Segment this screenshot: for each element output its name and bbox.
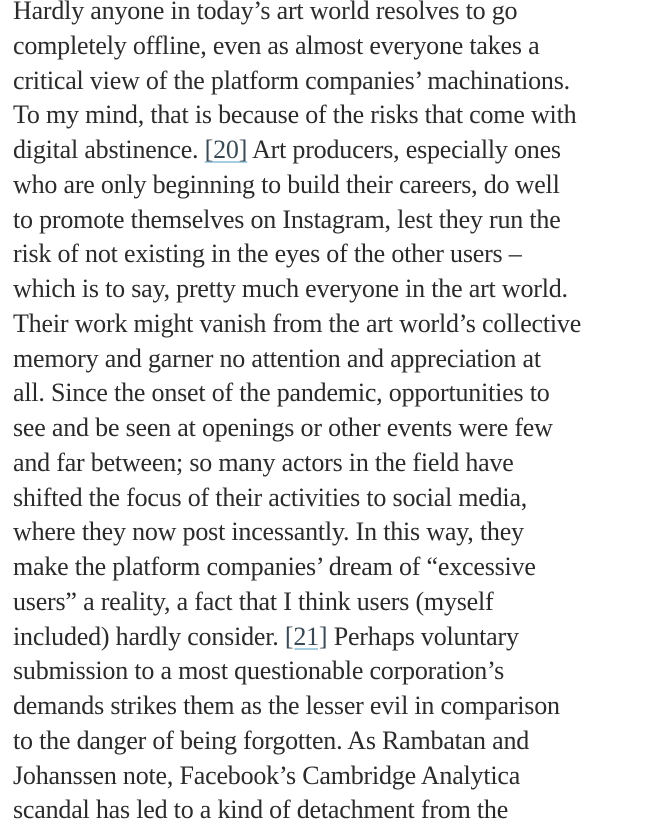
text-line bbox=[13, 759, 662, 794]
text-line bbox=[13, 550, 662, 585]
text-segment: Hardly anyone in today’s art world resolves to go bbox=[13, 0, 518, 25]
text-line bbox=[13, 168, 662, 203]
body-text-paragraph bbox=[13, 0, 662, 828]
text-line bbox=[13, 689, 662, 724]
text-segment: completely offline, even as almost everyone takes a bbox=[13, 30, 540, 60]
text-line bbox=[13, 307, 662, 342]
text-line bbox=[13, 654, 662, 689]
text-segment: to promote themselves on Instagram, lest they run the bbox=[13, 204, 561, 234]
text-segment: digital abstinence. bbox=[13, 135, 205, 164]
text-line bbox=[13, 376, 662, 411]
text-segment: risk of not existing in the eyes of the other users – bbox=[13, 239, 522, 269]
text-segment: included) hardly consider. bbox=[13, 621, 285, 651]
text-line bbox=[13, 481, 662, 516]
text-segment: To my mind, that is because of the risks that come with bbox=[13, 100, 577, 130]
text-line bbox=[13, 64, 662, 99]
text-segment: and far between; so many actors in the field have bbox=[13, 447, 514, 477]
text-segment: all. Since the onset of the pandemic, opportunities to bbox=[13, 378, 550, 408]
text-segment: demands strikes them as the lesser evil in comparison bbox=[13, 691, 560, 720]
text-segment: users” a reality, a fact that I think users (myself bbox=[13, 586, 494, 616]
text-line bbox=[13, 793, 662, 828]
text-segment: scandal has led to a kind of detachment from the bbox=[13, 795, 509, 825]
footnote-20-link[interactable]: [20] bbox=[204, 135, 248, 164]
text-segment: critical view of the platform companies’ machinations. bbox=[13, 65, 570, 95]
text-segment: memory and garner no attention and appreciation at bbox=[13, 343, 541, 373]
text-segment: submission to a most questionable corporation’s bbox=[13, 656, 505, 686]
text-line bbox=[13, 342, 662, 377]
footnote-21-link[interactable]: [21] bbox=[284, 621, 328, 651]
text-line bbox=[13, 411, 662, 446]
text-line bbox=[13, 237, 662, 272]
text-line bbox=[13, 133, 662, 168]
text-line bbox=[13, 272, 662, 307]
text-segment: which is to say, pretty much everyone in the art world. bbox=[13, 274, 568, 303]
text-line bbox=[13, 446, 662, 481]
text-line bbox=[13, 585, 662, 620]
text-line bbox=[13, 515, 662, 550]
text-line bbox=[13, 0, 662, 29]
text-line bbox=[13, 724, 662, 759]
text-line bbox=[13, 620, 662, 655]
text-segment: Art producers, especially ones bbox=[247, 135, 561, 164]
text-segment: make the platform companies’ dream of “excessive bbox=[13, 552, 536, 581]
text-segment: Perhaps voluntary bbox=[327, 621, 519, 651]
text-segment: Their work might vanish from the art world’s collective bbox=[13, 308, 582, 338]
text-segment: shifted the focus of their activities to social media, bbox=[13, 482, 528, 512]
text-segment: Johanssen note, Facebook’s Cambridge Analytica bbox=[13, 760, 521, 790]
text-segment: where they now post incessantly. In this way, they bbox=[13, 517, 524, 547]
text-line bbox=[13, 203, 662, 238]
text-segment: see and be seen at openings or other events were few bbox=[13, 413, 553, 442]
text-segment: to the danger of being forgotten. As Rambatan and bbox=[13, 725, 530, 755]
text-line bbox=[13, 29, 662, 64]
text-segment: who are only beginning to build their careers, do well bbox=[13, 169, 560, 199]
text-line bbox=[13, 98, 662, 133]
